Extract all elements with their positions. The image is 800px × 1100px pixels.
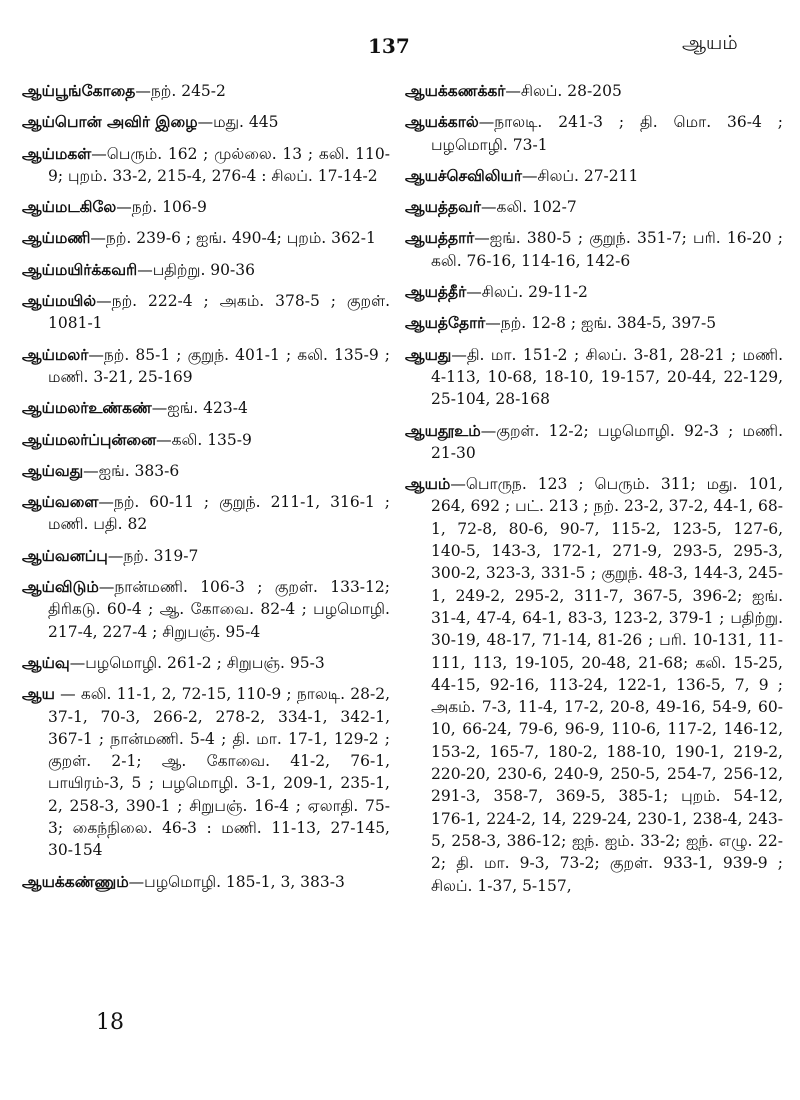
entry-references: —பெரும். 162 ; முல்லை. 13 ; கலி. 110-9; புறம். 33-2, 215-4, 276-4 : சிலப். 17-14-2 [48,144,390,185]
index-entry [22,460,390,482]
entry-references: —ஐங். 380-5 ; குறுந். 351-7; பரி. 16-20 ; கலி. 76-16, 114-16, 142-6 [431,229,783,270]
entry-headword: ஆய்வு [22,652,70,672]
entry-headword: ஆய்மயிர்க்கவரி [22,259,138,279]
index-entry [22,227,390,249]
entry-references: —ஐங். 423-4 [151,399,248,418]
entry-references: —பழமொழி. 261-2 ; சிறுபஞ். 95-3 [69,653,325,672]
entry-headword: ஆய்மலர்ப்புன்னை [22,429,157,449]
entry-references: —நற். 239-6 ; ஐங். 490-4; புறம். 362-1 [90,229,376,248]
entry-headword: ஆய்மணி [22,228,91,248]
entry-references: —குறள். 12-2; பழமொழி. 92-3 ; மணி. 21-30 [431,421,783,462]
entry-references: —நற். 106-9 [116,198,207,217]
entry-headword: ஆய்பூங்கோதை [22,81,136,100]
entry-headword: ஆயக்கணக்கர் [405,81,506,100]
index-entry [22,652,390,674]
entry-references: —பழமொழி. 185-1, 3, 383-3 [128,872,345,891]
index-entry [22,196,390,218]
entry-references: —நற். 319-7 [107,546,199,565]
entry-headword: ஆயக்கண்ணும் [22,871,129,891]
index-entry [22,545,390,567]
index-entry [405,281,783,303]
sheet-number: 18 [96,1010,124,1035]
entry-headword: ஆயதூஉம் [405,420,481,440]
entry-references: —நான்மணி. 106-3 ; குறள். 133-12; திரிகடு. 60-4 ; ஆ. கோவை. 82-4 ; பழமொழி. 217-4, 227-4 ; சிறுபஞ். 95-4 [48,578,390,641]
index-entry [405,312,783,334]
entry-headword: ஆயத்தீர் [405,282,467,302]
index-entry [405,165,783,187]
entry-references: — கலி. 11-1, 2, 72-15, 110-9 ; நாலடி. 28-2, 37-1, 70-3, 266-2, 278-2, 334-1, 342-1, 367-1 ; நான்மணி. 5-4 ; தி. மா. 17-1, 129-2 ; குறள். 2-1; ஆ. கோவை. 41-2, 76-1, பாயிரம்-3, 5 ; பழமொழி. 3-1, 209-1, 235-1, 2, 258-3, 390-1 ; சிறுபஞ். 16-4 ; ஏலாதி. 75-3; கைந்நிலை. 46-3 : மணி. 11-13, 27-145, 30-154 [48,685,390,860]
index-entry [405,227,783,272]
entry-references: —தி. மா. 151-2 ; சிலப். 3-81, 28-21 ; மணி. 4-113, 10-68, 18-10, 19-157, 20-44, 22-129, 25-104, 28-168 [431,345,783,409]
entry-references: —பொருந. 123 ; பெரும். 311; மது. 101, 264, 692 ; பட். 213 ; நற். 23-2, 37-2, 44-1, 68-1, 72-8, 80-6, 90-7, 115-2, 123-5, 127-6, 140-5, 143-3, 172-1, 271-9, 293-5, 295-3, 300-2, 323-3, 331-5 ; குறுந். 48-3, 144-3, 245-1, 249-2, 295-2, 311-7, 367-5, 396-2; ஐங். 31-4, 47-4, 64-1, 83-3, 123-2, 379-1 ; பதிற்று. 30-19, 48-17, 71-14, 81-26 ; பரி. 10-131, 11-111, 113, 19-105, 20-48, 21-68; கலி. 15-25, 44-15, 92-16, 113-24, 122-1, 136-5, 7, 9 ; அகம். 7-3, 11-4, 17-2, 20-8, 49-16, 54-9, 60-10, 66-24, 79-6, 96-9, 110-6, 117-2, 146-12, 153-2, 165-7, 180-2, 188-10, 190-1, 219-2, 220-20, 230-6, 240-9, 250-5, 254-7, 256-12, 291-3, 358-7, 369-5, 385-1; புறம். 54-12, 176-1, 224-2, 14, 229-24, 230-1, 238-4, 243-5, 258-3, 386-12; ஐந். ஐம். 33-2; ஐந். எழு. 22-2; தி. மா. 9-3, 73-2; குறள். 933-1, 939-9 ; சிலப். 1-37, 5-157, [431,475,783,895]
entry-references: —நற். 12-8 ; ஐங். 384-5, 397-5 [485,314,717,333]
entry-references: —சிலப். 27-211 [521,166,639,185]
index-entry [22,290,390,335]
entry-headword: ஆய்மகள் [22,143,92,163]
entry-headword: ஆய்மலர் [22,344,89,364]
entry-references: —பதிற்று. 90-36 [137,260,255,279]
index-entry [22,683,390,861]
entry-references: —நற். 85-1 ; குறுந். 401-1 ; கலி. 135-9 ; மணி. 3-21, 25-169 [48,345,390,386]
entry-references: —கலி. 135-9 [156,430,252,449]
index-entry [22,429,390,451]
entry-headword: ஆய்மடகிலே [22,197,117,217]
index-entry [405,420,783,465]
index-entry [22,576,390,643]
index-entry [22,397,390,419]
index-entry [22,111,390,133]
entry-headword: ஆயத்தோர் [405,313,486,333]
entry-references: —நற். 245-2 [135,82,226,100]
entry-headword: ஆயது [405,344,452,364]
index-entry [22,143,390,188]
page-number: 137 [368,34,410,58]
entry-headword: ஆய்வனப்பு [22,545,108,565]
running-head: ஆயம் [682,32,738,54]
entry-references: —சிலப். 28-205 [505,82,622,100]
index-entry [22,871,390,893]
entry-headword: ஆய்வளை [22,492,99,512]
index-entry [22,259,390,281]
entry-references: —சிலப். 29-11-2 [466,283,588,302]
left-column [22,80,390,902]
entry-headword: ஆய்பொன் அவிர் இழை [22,112,198,132]
entry-headword: ஆய்மயில் [22,291,97,311]
index-entry [22,491,390,536]
entry-references: —ஐங். 383-6 [83,461,180,480]
entry-references: —நற். 222-4 ; அகம். 378-5 ; குறள். 1081-1 [48,292,390,333]
entry-headword: ஆயத்தார் [405,228,475,248]
index-entry [405,473,783,897]
entry-references: —நற். 60-11 ; குறுந். 211-1, 316-1 ; மணி. பதி. 82 [48,493,390,534]
index-entry [405,196,783,218]
entry-headword: ஆய்வது [22,460,84,480]
entry-headword: ஆயத்தவர் [405,197,482,217]
index-entry [405,344,783,411]
right-column [405,80,783,906]
entry-references: —நாலடி. 241-3 ; தி. மொ. 36-4 ; பழமொழி. 73-1 [431,113,783,154]
index-entry [405,111,783,156]
entry-headword: ஆயக்கால் [405,112,479,132]
index-entry [22,344,390,389]
entry-headword: ஆயச்செவிலியர் [405,165,522,185]
index-entry [405,80,783,102]
entry-headword: ஆய்மலர்உண்கண் [22,398,152,418]
entry-headword: ஆய்விடும் [22,577,99,597]
entry-headword: ஆயம் [405,474,451,494]
entry-references: —மது. 445 [197,113,279,132]
entry-headword: ஆய [22,684,55,704]
index-entry [22,80,390,102]
entry-references: —கலி. 102-7 [481,198,577,217]
